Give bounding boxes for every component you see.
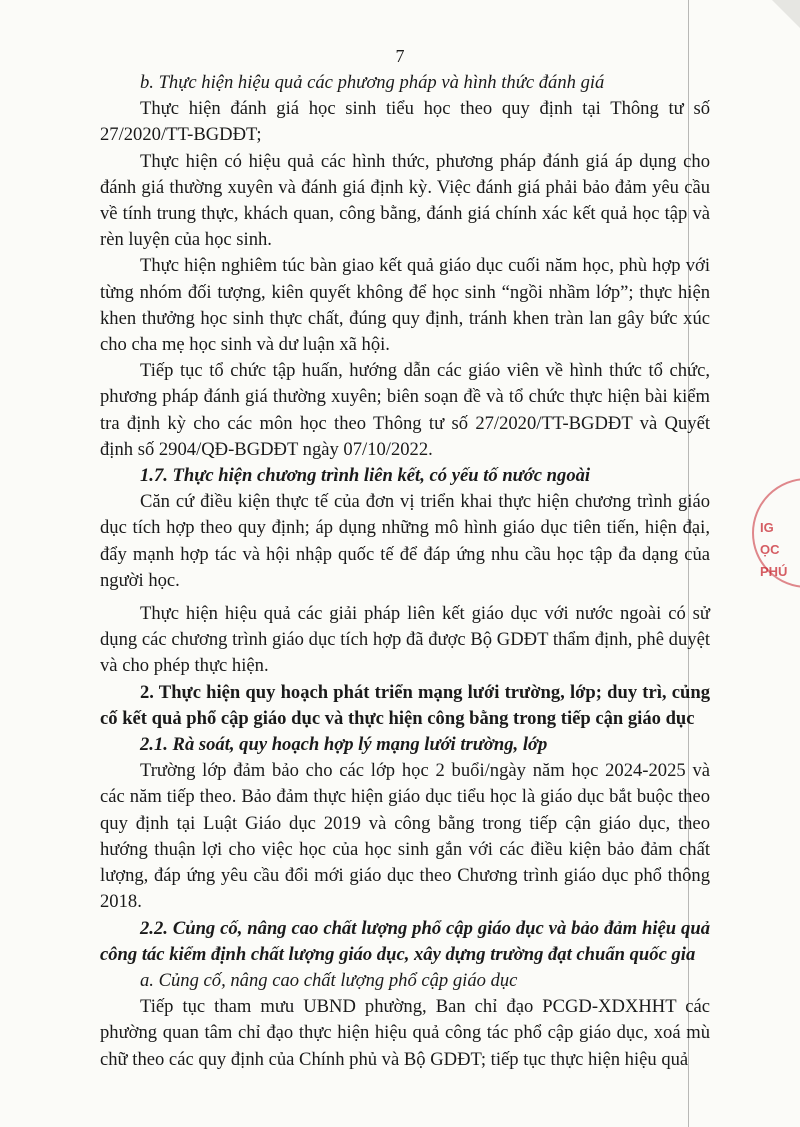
red-seal-stamp (752, 478, 800, 588)
stamp-text: IG (760, 520, 774, 535)
section-heading-2-2: 2.2. Củng cố, nâng cao chất lượng phổ cập giáo dục và bảo đảm hiệu quả công tác kiểm định chất lượng giáo dục, xây dựng trường đạt chuẩn quốc gia (100, 917, 710, 965)
subheading-b: b. Thực hiện hiệu quả các phương pháp và hình thức đánh giá (140, 72, 605, 93)
stamp-text: PHÚ (760, 564, 788, 579)
section-heading-1-7: 1.7. Thực hiện chương trình liên kết, có yếu tố nước ngoài (140, 465, 591, 487)
paragraph: Căn cứ điều kiện thực tế của đơn vị triển khai thực hiện chương trình giáo dục tích hợp theo quy định; áp dụng những mô hình giáo dục tiên tiến, hiện đại, đẩy mạnh hợp tác và hội nhập quốc tế để đáp ứng nhu cầu học tập đa dạng của người học. (100, 491, 710, 591)
subheading-a: a. Củng cố, nâng cao chất lượng phổ cập giáo dục (140, 969, 518, 991)
section-heading-2-1: 2.1. Rà soát, quy hoạch hợp lý mạng lưới trường, lớp (140, 734, 548, 756)
paragraph: Tiếp tục tổ chức tập huấn, hướng dẫn các giáo viên về hình thức tổ chức, phương pháp đánh giá thường xuyên; biên soạn đề và tổ chức thực hiện bài kiểm tra định kỳ cho các môn học theo Thông tư số 27/2020/TT-BGDĐT và Quyết định số 2904/QĐ-BGDĐT ngày 07/10/2022. (100, 360, 710, 460)
paragraph: Tiếp tục tham mưu UBND phường, Ban chỉ đạo PCGD-XDXHHT các phường quan tâm chỉ đạo thực hiện hiệu quả công tác phổ cập giáo dục, xoá mù chữ theo các quy định của Chính phủ và Bộ GDĐT; tiếp tục thực hiện hiệu quả (100, 996, 710, 1070)
paragraph: Trường lớp đảm bảo cho các lớp học 2 buổi/ngày năm học 2024-2025 và các năm tiếp theo. Bảo đảm thực hiện giáo dục tiểu học là giáo dục bắt buộc theo quy định tại Luật Giáo dục 2019 và công bằng trong tiếp cận giáo dục, theo hướng thuận lợi cho việc học của học sinh gắn với các điều kiện bảo đảm chất lượng, đáp ứng yêu cầu đổi mới giáo dục theo Chương trình giáo dục phổ thông 2018. (100, 760, 710, 913)
paragraph: Thực hiện có hiệu quả các hình thức, phương pháp đánh giá áp dụng cho đánh giá thường xuyên và đánh giá định kỳ. Việc đánh giá phải bảo đảm yêu cầu về tính trung thực, khách quan, công bằng, đánh giá chính xác kết quả học tập và rèn luyện của học sinh. (100, 150, 710, 251)
paragraph: Thực hiện hiệu quả các giải pháp liên kết giáo dục với nước ngoài có sử dụng các chương trình giáo dục tích hợp đã được Bộ GDĐT thẩm định, phê duyệt và cho phép thực hiện. (100, 603, 710, 677)
paragraph: Thực hiện đánh giá học sinh tiểu học theo quy định tại Thông tư số 27/2020/TT-BGDĐT; (100, 98, 710, 146)
paragraph: Thực hiện nghiêm túc bàn giao kết quả giáo dục cuối năm học, phù hợp với từng nhóm đối tượng, kiên quyết không để học sinh “ngồi nhầm lớp”; thực hiện khen thưởng học sinh thực chất, đúng quy định, tránh khen tràn lan gây bức xúc cho cha mẹ học sinh và dư luận xã hội. (100, 255, 710, 356)
page-number: 7 (395, 46, 405, 66)
page-corner-fold (772, 0, 800, 28)
stamp-text: ỌC (760, 542, 780, 557)
document-body (100, 70, 710, 1073)
section-heading-2: 2. Thực hiện quy hoạch phát triển mạng lưới trường, lớp; duy trì, củng cố kết quả phổ cập giáo dục và thực hiện công bằng trong tiếp cận giáo dục (100, 681, 710, 729)
